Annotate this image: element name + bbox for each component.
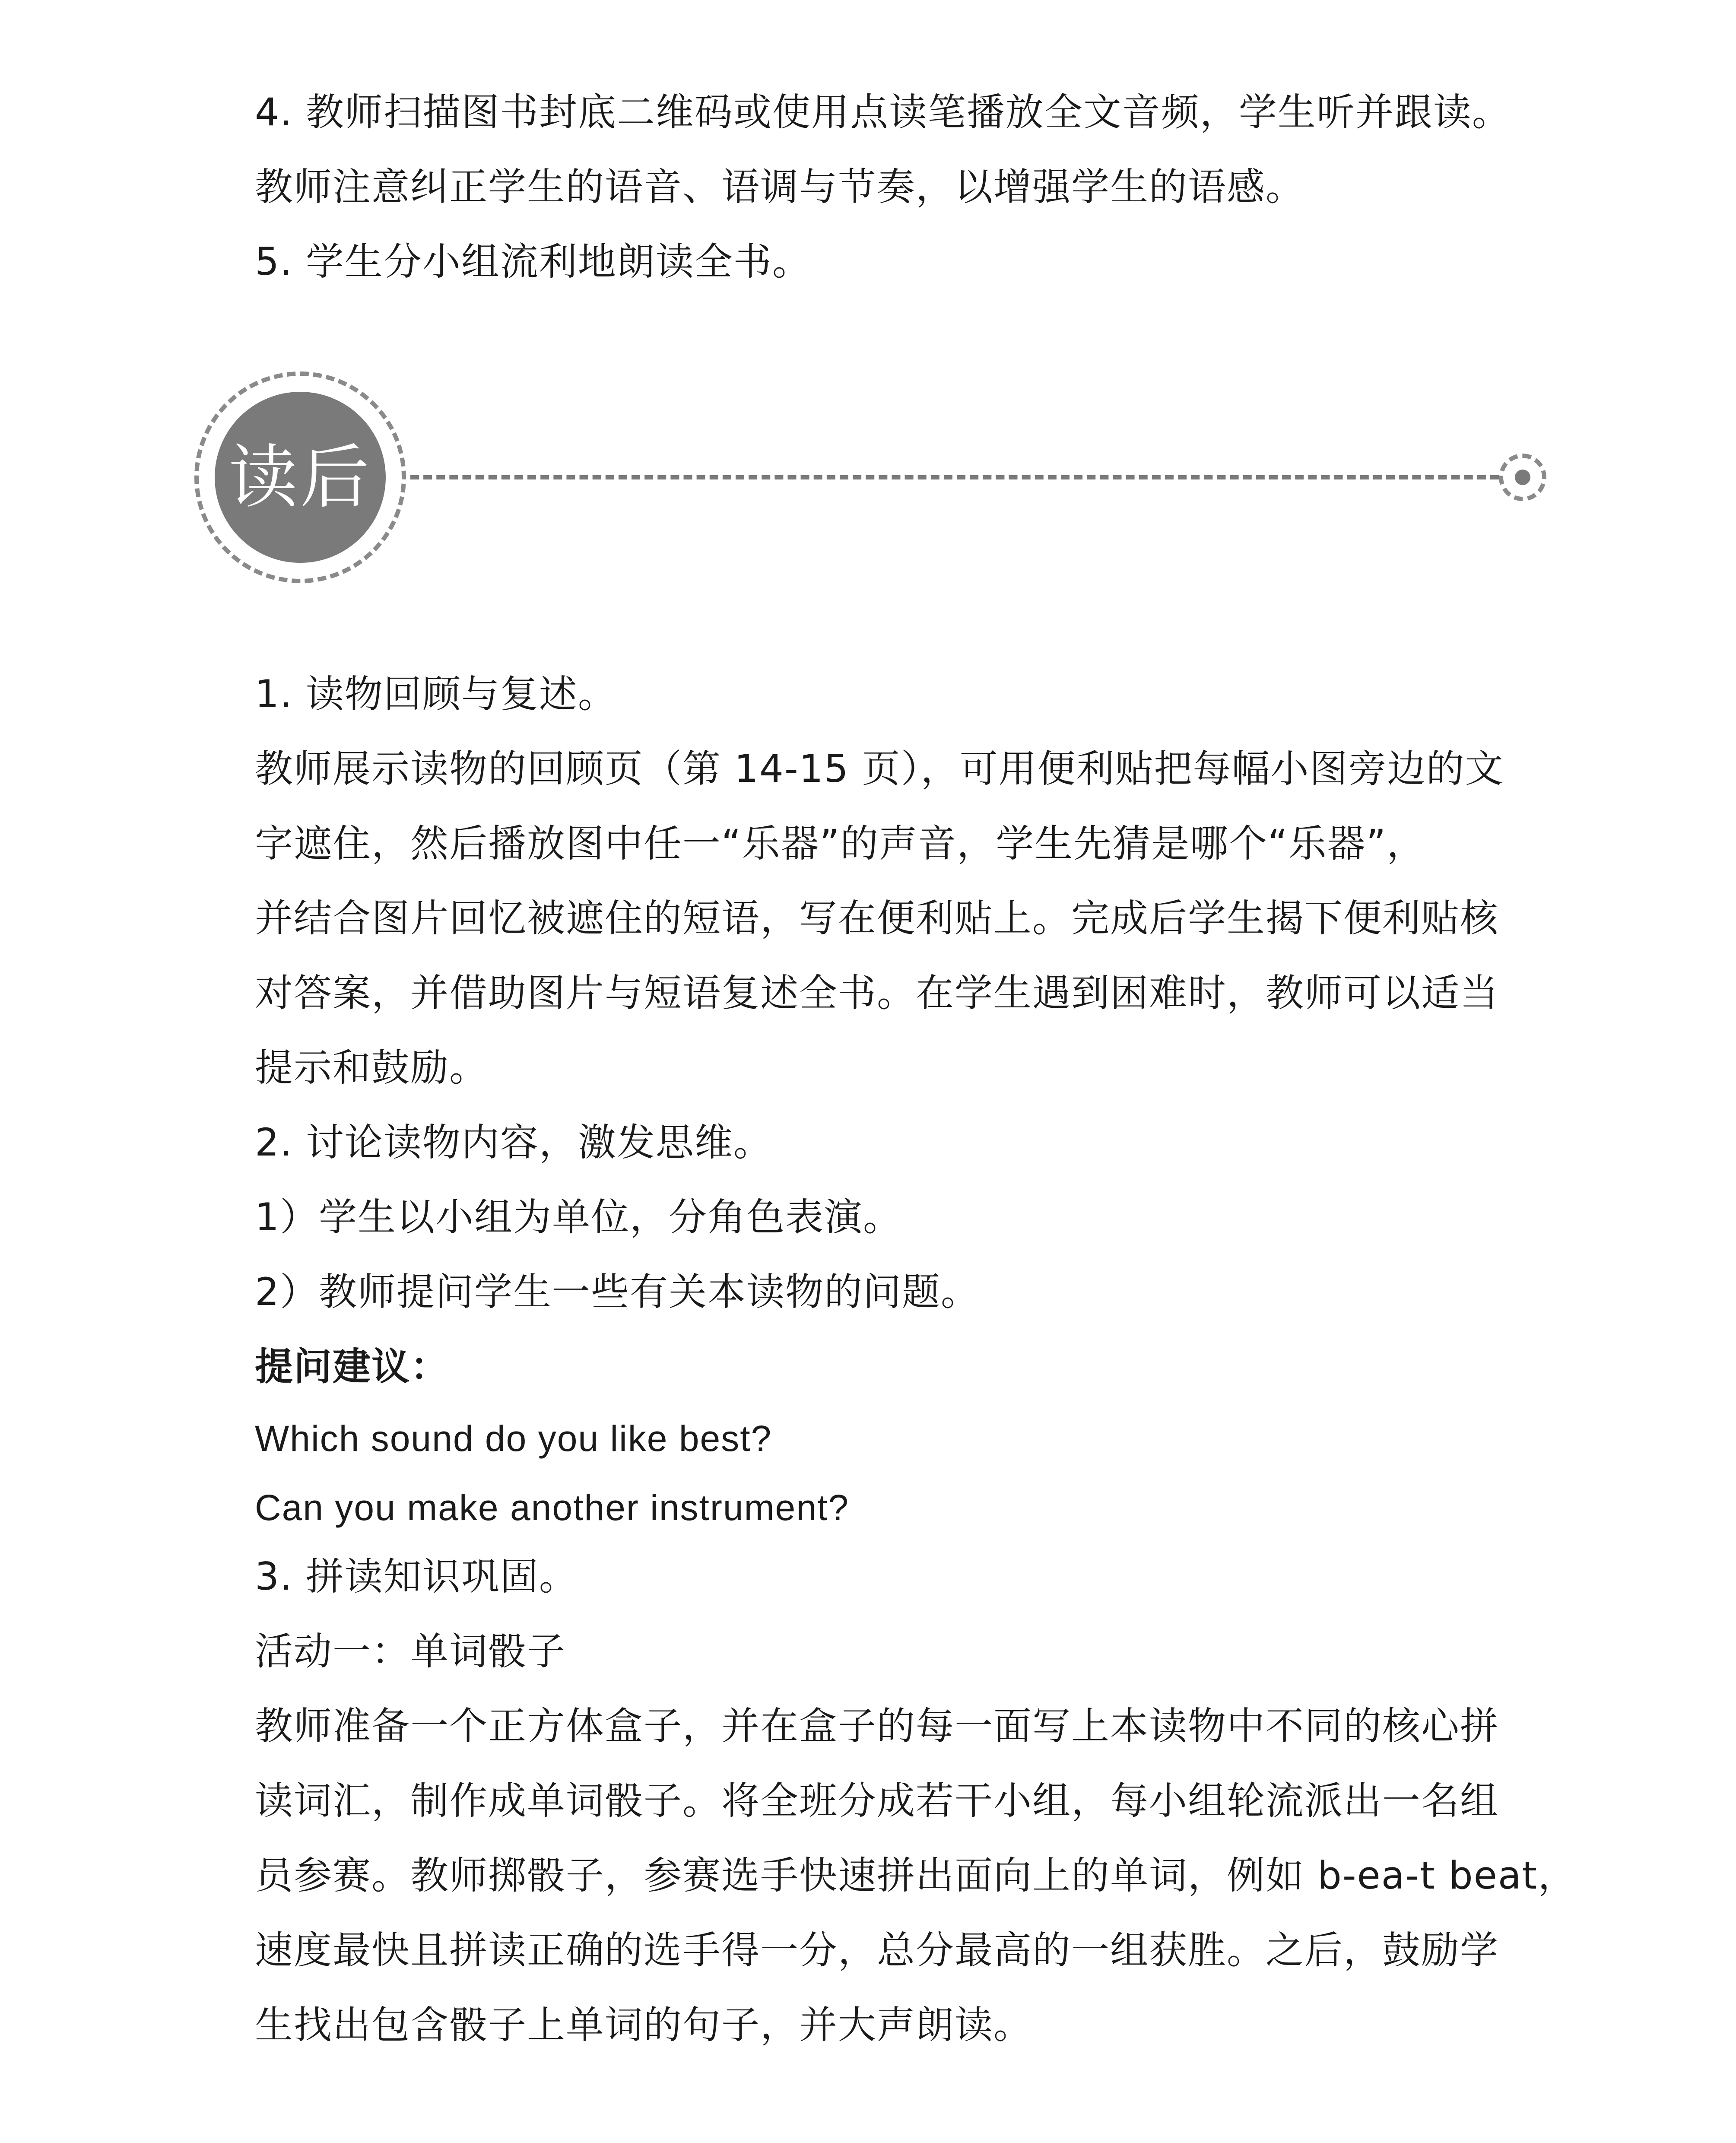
activity-body-line: 速度最快且拼读正确的选手得一分，总分最高的一组获胜。之后，鼓励学 bbox=[255, 1928, 1499, 1972]
item1-body-line: 教师展示读物的回顾页（第 14-15 页），可用便利贴把每幅小图旁边的文 bbox=[255, 746, 1504, 791]
activity-body-line: 员参赛。教师掷骰子，参赛选手快速拼出面向上的单词，例如 b-ea-t beat， bbox=[255, 1853, 1577, 1898]
divider-end-dot-icon bbox=[1515, 470, 1530, 485]
question-line: Can you make another instrument? bbox=[255, 1487, 850, 1528]
question-suggestions-label: 提问建议： bbox=[255, 1344, 450, 1389]
activity-body-line: 教师准备一个正方体盒子，并在盒子的每一面写上本读物中不同的核心拼 bbox=[255, 1704, 1499, 1748]
item2-heading: 2. 讨论读物内容，激发思维。 bbox=[255, 1120, 772, 1165]
item1-heading: 1. 读物回顾与复述。 bbox=[255, 672, 617, 716]
item1-body-line: 对答案，并借助图片与短语复述全书。在学生遇到困难时，教师可以适当 bbox=[255, 971, 1499, 1015]
item3-heading: 3. 拼读知识巩固。 bbox=[255, 1554, 578, 1599]
item1-body-line: 并结合图片回忆被遮住的短语，写在便利贴上。完成后学生揭下便利贴核 bbox=[255, 896, 1499, 940]
section-title: 读后 bbox=[228, 437, 372, 517]
activity-body-line: 生找出包含骰子上单词的句子，并大声朗读。 bbox=[255, 2003, 1033, 2047]
item2-subitem: 2）教师提问学生一些有关本读物的问题。 bbox=[255, 1270, 980, 1314]
item2-subitem: 1）学生以小组为单位，分角色表演。 bbox=[255, 1195, 902, 1239]
activity-title: 活动一：单词骰子 bbox=[255, 1629, 566, 1673]
paragraph-line: 4. 教师扫描图书封底二维码或使用点读笔播放全文音频，学生听并跟读。 bbox=[255, 90, 1511, 134]
item1-body-line: 提示和鼓励。 bbox=[255, 1045, 489, 1090]
dashed-divider bbox=[410, 475, 1499, 479]
item1-body-line: 字遮住，然后播放图中任一“乐器”的声音，学生先猜是哪个“乐器”， bbox=[255, 821, 1426, 866]
activity-body-line: 读词汇，制作成单词骰子。将全班分成若干小组，每小组轮流派出一名组 bbox=[255, 1778, 1499, 1823]
paragraph-line: 5. 学生分小组流利地朗读全书。 bbox=[255, 239, 811, 284]
section-header-after-reading bbox=[190, 367, 1551, 592]
question-line: Which sound do you like best? bbox=[255, 1418, 772, 1459]
paragraph-line: 教师注意纠正学生的语音、语调与节奏，以增强学生的语感。 bbox=[255, 165, 1305, 209]
